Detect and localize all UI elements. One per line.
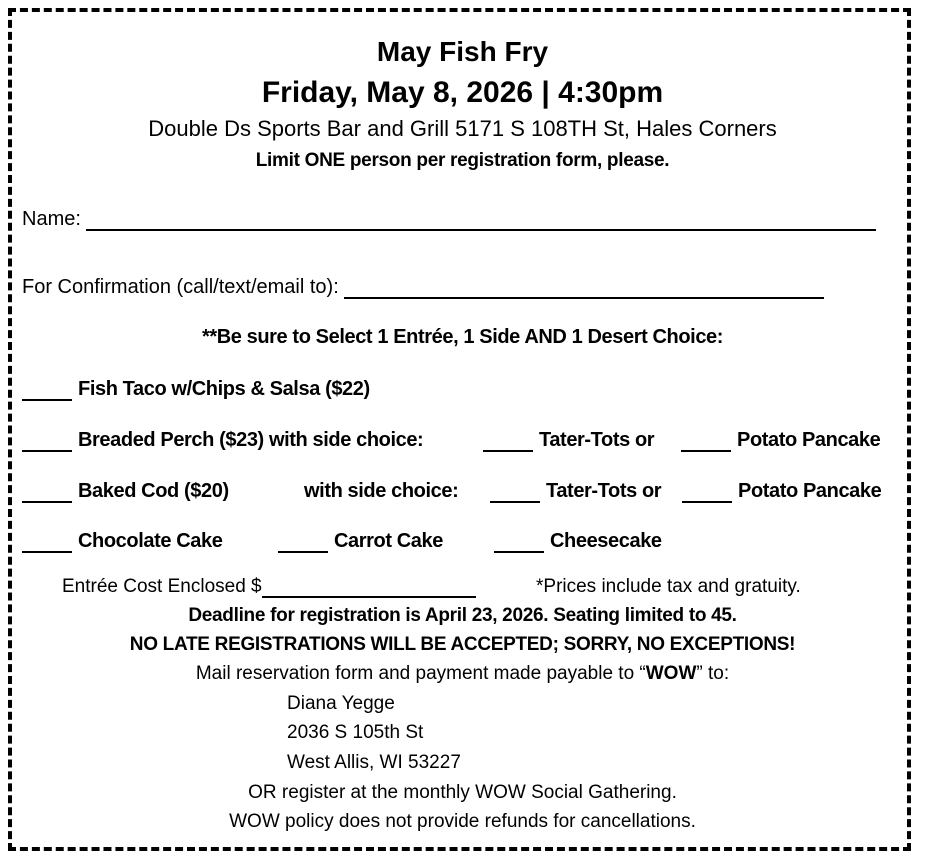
- dessert-chocolate: [22, 530, 222, 553]
- deadline-note: Deadline for registration is April 23, 2026. Seating limited to 45.: [188, 605, 737, 626]
- cod-side-label: with side choice:: [304, 480, 459, 502]
- perch-side-tots: [483, 429, 654, 452]
- dessert-carrot-blank[interactable]: [278, 533, 328, 553]
- dessert-cheesecake: [494, 530, 662, 553]
- cost-label: Entrée Cost Enclosed $: [62, 576, 262, 597]
- refund-policy: WOW policy does not provide refunds for cancellations.: [229, 811, 696, 832]
- mail-prefix: Mail reservation form and payment made payable to “: [195, 663, 646, 684]
- no-late-note: NO LATE REGISTRATIONS WILL BE ACCEPTED; SORRY, NO EXCEPTIONS!: [129, 634, 796, 655]
- dessert-chocolate-blank[interactable]: [22, 533, 72, 553]
- event-date-time: Friday, May 8, 2026 | 4:30pm: [261, 76, 664, 109]
- perch-tots-label: Tater-Tots or: [539, 429, 655, 451]
- event-title: May Fish Fry: [376, 36, 549, 67]
- address-city: West Allis, WI 53227: [287, 752, 461, 773]
- entree-cod-blank[interactable]: [22, 483, 72, 503]
- dessert-cheesecake-blank[interactable]: [494, 533, 544, 553]
- address-street: 2036 S 105th St: [287, 722, 424, 743]
- entree-row-perch: [22, 429, 423, 452]
- or-register-note: OR register at the monthly WOW Social Gathering.: [248, 782, 677, 803]
- dessert-chocolate-label: Chocolate Cake: [78, 530, 223, 552]
- prices-note: *Prices include tax and gratuity.: [536, 576, 801, 597]
- dessert-carrot: [278, 530, 443, 553]
- dessert-carrot-label: Carrot Cake: [334, 530, 443, 552]
- perch-pancake-blank[interactable]: [681, 432, 731, 452]
- venue-address: Double Ds Sports Bar and Grill 5171 S 108TH St, Hales Corners: [148, 116, 777, 141]
- cost-field[interactable]: [262, 578, 476, 598]
- entree-cod-label: Baked Cod ($20): [78, 480, 229, 502]
- perch-side-pancake: [681, 429, 880, 452]
- cod-side-tots: [490, 480, 661, 503]
- dessert-cheesecake-label: Cheesecake: [550, 530, 662, 552]
- mail-payee: WOW: [645, 663, 697, 684]
- address-name: Diana Yegge: [287, 693, 395, 714]
- perch-pancake-label: Potato Pancake: [737, 429, 881, 451]
- name-field[interactable]: [86, 211, 876, 231]
- confirmation-label: For Confirmation (call/text/email to):: [22, 276, 339, 298]
- mail-suffix: ” to:: [696, 663, 730, 684]
- cod-pancake-blank[interactable]: [682, 483, 732, 503]
- entree-fish-taco-blank[interactable]: [22, 381, 72, 401]
- perch-tots-blank[interactable]: [483, 432, 533, 452]
- entree-perch-label: Breaded Perch ($23) with side choice:: [78, 429, 424, 451]
- mail-instruction: [0, 663, 925, 685]
- cost-row: [62, 576, 476, 598]
- cod-tots-label: Tater-Tots or: [546, 480, 662, 502]
- cod-tots-blank[interactable]: [490, 483, 540, 503]
- name-row: [22, 208, 876, 231]
- entree-row-fish-taco: [22, 378, 370, 401]
- limit-note: Limit ONE person per registration form, please.: [255, 150, 670, 171]
- entree-perch-blank[interactable]: [22, 432, 72, 452]
- cod-pancake-label: Potato Pancake: [738, 480, 882, 502]
- confirmation-field[interactable]: [344, 279, 824, 299]
- confirmation-row: [22, 276, 824, 299]
- entree-row-cod: [22, 480, 229, 503]
- cod-side-pancake: [682, 480, 881, 503]
- select-instruction: **Be sure to Select 1 Entrée, 1 Side AND 1 Desert Choice:: [201, 326, 724, 348]
- name-label: Name:: [22, 208, 81, 230]
- entree-fish-taco-label: Fish Taco w/Chips & Salsa ($22): [78, 378, 370, 400]
